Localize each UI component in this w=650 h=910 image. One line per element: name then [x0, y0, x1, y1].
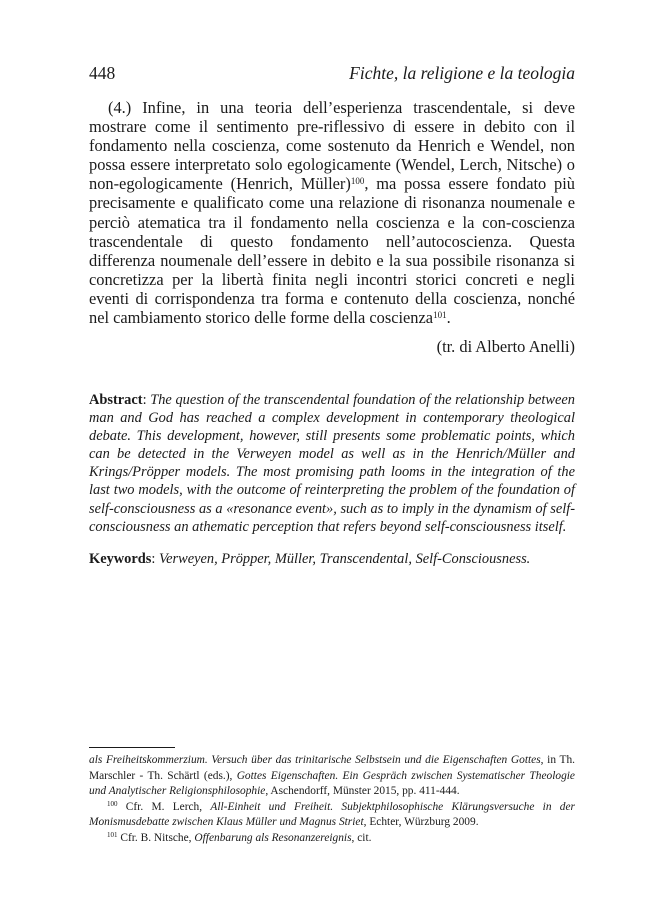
footnote-101 [89, 831, 575, 847]
keywords-text: Verweyen, Pröpper, Müller, Transcendental, Self-Consciousness. [158, 551, 531, 567]
abstract-separator: : [142, 392, 151, 408]
footnote-cont-text-1: , in Th. Marschler - Th. Schärtl (eds.), [89, 754, 575, 782]
body-text-part-2: , ma possa essere fondato più precisamente e qualificato come una relazione di risonanza noumenale e perciò atematica tra il fondamento nella coscienza e la con-coscienza trascendentale di questo fondamento nell’autocoscienza. Questa differenza noumenale dell’essere in debito e la sua possibile risonanza si concretizza per la libertà finita negli incontri storici concreti e negli eventi di corrispondenza tra forma e contenuto della coscienza, nonché nel cambiamento storico delle forme della coscienza [89, 174, 575, 328]
body-text-part-3: . [446, 308, 451, 328]
running-title: Fichte, la religione e la teologia [349, 63, 575, 83]
footnote-cont-title-2: Gottes Eigenschaften. Ein Gespräch zwischen Systematischer Theologie und Analytischer Religionsphilosophie [89, 769, 575, 797]
body-paragraph [89, 98, 575, 327]
footnote-number-100: 100 [107, 799, 118, 808]
footnotes [89, 753, 575, 846]
footnote-100-title: All-Einheit und Freiheit. Subjektphilosophische Klärungsversuche in der Monismusdebatte zwischen Klaus Müller und Magnus Striet [89, 800, 575, 828]
footnote-ref-100[interactable]: 100 [350, 176, 365, 187]
footnote-cont-text-2: , Aschendorff, Münster 2015, pp. 411-444. [265, 785, 460, 797]
footnote-cont-title-1: als Freiheitskommerzium. Versuch über das trinitarische Selbstsein und die Eigenschaften Gottes [89, 754, 541, 766]
keywords [89, 550, 575, 568]
running-header [89, 63, 575, 87]
footnote-ref-101[interactable]: 101 [433, 310, 447, 321]
abstract-text: The question of the transcendental foundation of the relationship between man and God has reached a complex development in contemporary theological debate. This development, however, still presents some problematic points, which can be detected in the Verweyen model as well as in the Henrich/Müller and Krings/Pröpper models. The most promising path looms in the integration of the last two models, with the outcome of reinterpreting the problem of the foundation of self-consciousness as a «resonance event», such as to imply in the dynamism of self-consciousness an athematic perception that refers beyond self-consciousness itself. [89, 392, 575, 535]
keywords-label: Keywords [89, 551, 152, 567]
footnote-100 [89, 800, 575, 831]
abstract-label: Abstract [89, 392, 143, 408]
body-text-part-1: (4.) Infine, in una teoria dell’esperienza trascendentale, si deve mostrare come il sentimento pre-riflessivo di essere in debito con il fondamento nella coscienza, come sostenuto da Henrich e Wendel, non possa essere interpretato solo egologicamente (Wendel, Lerch, Nitsche) o non-egologicamente (Henrich, Müller) [89, 98, 575, 194]
footnote-101-text-2: , cit. [351, 831, 372, 844]
footnote-continuation [89, 753, 575, 800]
footnote-100-text-2: , Echter, Würzburg 2009. [363, 816, 479, 828]
translator-credit: (tr. di Alberto Anelli) [436, 337, 575, 356]
footnote-100-text-1: Cfr. M. Lerch, [117, 800, 211, 813]
footnote-separator [89, 747, 175, 748]
footnote-101-text-1: Cfr. B. Nitsche, [117, 831, 195, 844]
footnote-101-title: Offenbarung als Resonanzereignis [194, 831, 352, 844]
footnote-number-101: 101 [107, 830, 118, 839]
keywords-separator: : [151, 551, 159, 567]
page-number: 448 [89, 63, 116, 83]
abstract [89, 391, 575, 536]
